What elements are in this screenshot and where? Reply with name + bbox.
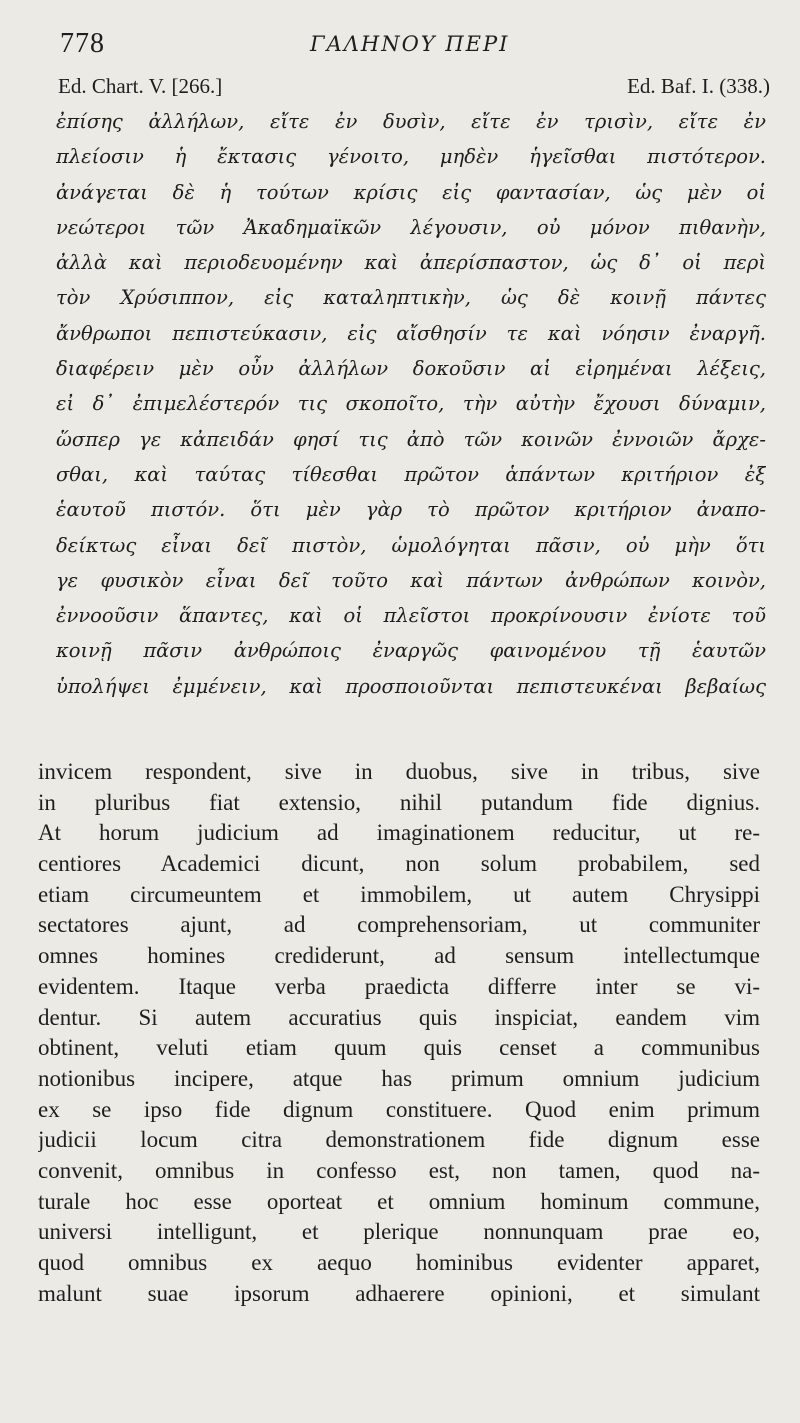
greek-line: διαφέρειν μὲν οὖν ἀλλήλων δοκοῦσιν αἱ εἰρημέναι λέξεις, bbox=[56, 357, 766, 381]
greek-line: δείκτως εἶναι δεῖ πιστὸν, ὡμολόγηται πᾶσιν, οὐ μὴν ὅτι bbox=[56, 533, 766, 557]
latin-line: obtinent, veluti etiam quum quis censet a communibus bbox=[38, 1035, 760, 1061]
latin-line: notionibus incipere, atque has primum omnium judicium bbox=[38, 1065, 760, 1091]
latin-line: convenit, omnibus in confesso est, non tamen, quod na- bbox=[38, 1157, 760, 1183]
latin-line: At horum judicium ad imaginationem reducitur, ut re- bbox=[38, 820, 760, 846]
latin-line: etiam circumeuntem et immobilem, ut autem Chrysippi bbox=[38, 881, 760, 907]
latin-line: judicii locum citra demonstrationem fide dignum esse bbox=[38, 1127, 760, 1153]
greek-text-block bbox=[56, 104, 766, 704]
greek-line: κοινῇ πᾶσιν ἀνθρώποις ἐναργῶς φαινομένου τῇ ἑαυτῶν bbox=[56, 639, 766, 663]
edition-chart-reference: Ed. Chart. V. [266.] bbox=[58, 74, 223, 98]
latin-line: omnes homines crediderunt, ad sensum intellectumque bbox=[38, 943, 760, 969]
greek-line: σθαι, καὶ ταύτας τίθεσθαι πρῶτον ἁπάντων κριτήριον ἐξ bbox=[56, 462, 766, 486]
page-header bbox=[60, 28, 780, 68]
greek-line: γε φυσικὸν εἶναι δεῖ τοῦτο καὶ πάντων ἀνθρώπων κοινὸν, bbox=[56, 568, 766, 592]
latin-line: centiores Academici dicunt, non solum probabilem, sed bbox=[38, 851, 760, 877]
greek-line: ἑαυτοῦ πιστόν. ὅτι μὲν γὰρ τὸ πρῶτον κριτήριον ἀναπο- bbox=[56, 498, 766, 522]
edition-basel-reference: Ed. Baf. I. (338.) bbox=[627, 74, 770, 98]
latin-line: malunt suae ipsorum adhaerere opinioni, et simulant bbox=[38, 1280, 760, 1306]
latin-text-block bbox=[38, 757, 760, 1309]
greek-line: εἰ δ᾽ ἐπιμελέστερόν τις σκοποῖτο, τὴν αὐτὴν ἔχουσι δύναμιν, bbox=[56, 392, 766, 416]
greek-line: πλείοσιν ἡ ἔκτασις γένοιτο, μηδὲν ἡγεῖσθαι πιστότερον. bbox=[56, 145, 766, 169]
greek-line: ἀνάγεται δὲ ἡ τούτων κρίσις εἰς φαντασίαν, ὡς μὲν οἱ bbox=[56, 180, 766, 204]
latin-line: in pluribus fiat extensio, nihil putandum fide dignius. bbox=[38, 789, 760, 815]
greek-line: τὸν Χρύσιππον, εἰς καταληπτικὴν, ὡς δὲ κοινῇ πάντες bbox=[56, 286, 766, 310]
greek-line: ἐννοοῦσιν ἅπαντες, καὶ οἱ πλεῖστοι προκρίνουσιν ἐνίοτε τοῦ bbox=[56, 604, 766, 628]
running-title: ΓΑΛΗΝΟΥ ΠΕΡΙ bbox=[310, 32, 510, 56]
greek-line: ἀλλὰ καὶ περιοδευομένην καὶ ἀπερίσπαστον, ὡς δ᾽ οἱ περὶ bbox=[56, 251, 766, 275]
greek-line: ἐπίσης ἀλλήλων, εἴτε ἐν δυσὶν, εἴτε ἐν τρισὶν, εἴτε ἐν bbox=[56, 110, 766, 133]
greek-line: ὥσπερ γε κἀπειδάν φησί τις ἀπὸ τῶν κοινῶν ἐννοιῶν ἄρχε- bbox=[56, 427, 766, 451]
latin-line: turale hoc esse oporteat et omnium hominum commune, bbox=[38, 1188, 760, 1214]
latin-line: invicem respondent, sive in duobus, sive in tribus, sive bbox=[38, 759, 760, 784]
page-number: 778 bbox=[60, 28, 105, 59]
latin-line: sectatores ajunt, ad comprehensoriam, ut communiter bbox=[38, 912, 760, 938]
edition-references bbox=[58, 74, 770, 104]
latin-line: dentur. Si autem accuratius quis inspiciat, eandem vim bbox=[38, 1004, 760, 1030]
greek-line: νεώτεροι τῶν Ἀκαδημαϊκῶν λέγουσιν, οὐ μόνον πιθανὴν, bbox=[56, 215, 766, 239]
latin-line: universi intelligunt, et plerique nonnunquam prae eo, bbox=[38, 1219, 760, 1245]
latin-line: quod omnibus ex aequo hominibus evidenter apparet, bbox=[38, 1250, 760, 1275]
greek-line: ἄνθρωποι πεπιστεύκασιν, εἰς αἴσθησίν τε καὶ νόησιν ἐναργῆ. bbox=[56, 321, 766, 345]
latin-line: ex se ipso fide dignum constituere. Quod enim primum bbox=[38, 1096, 760, 1122]
latin-line: evidentem. Itaque verba praedicta differre inter se vi- bbox=[38, 973, 760, 999]
greek-line: ὑπολήψει ἐμμένειν, καὶ προσποιοῦνται πεπιστευκέναι βεβαίως bbox=[56, 674, 766, 698]
